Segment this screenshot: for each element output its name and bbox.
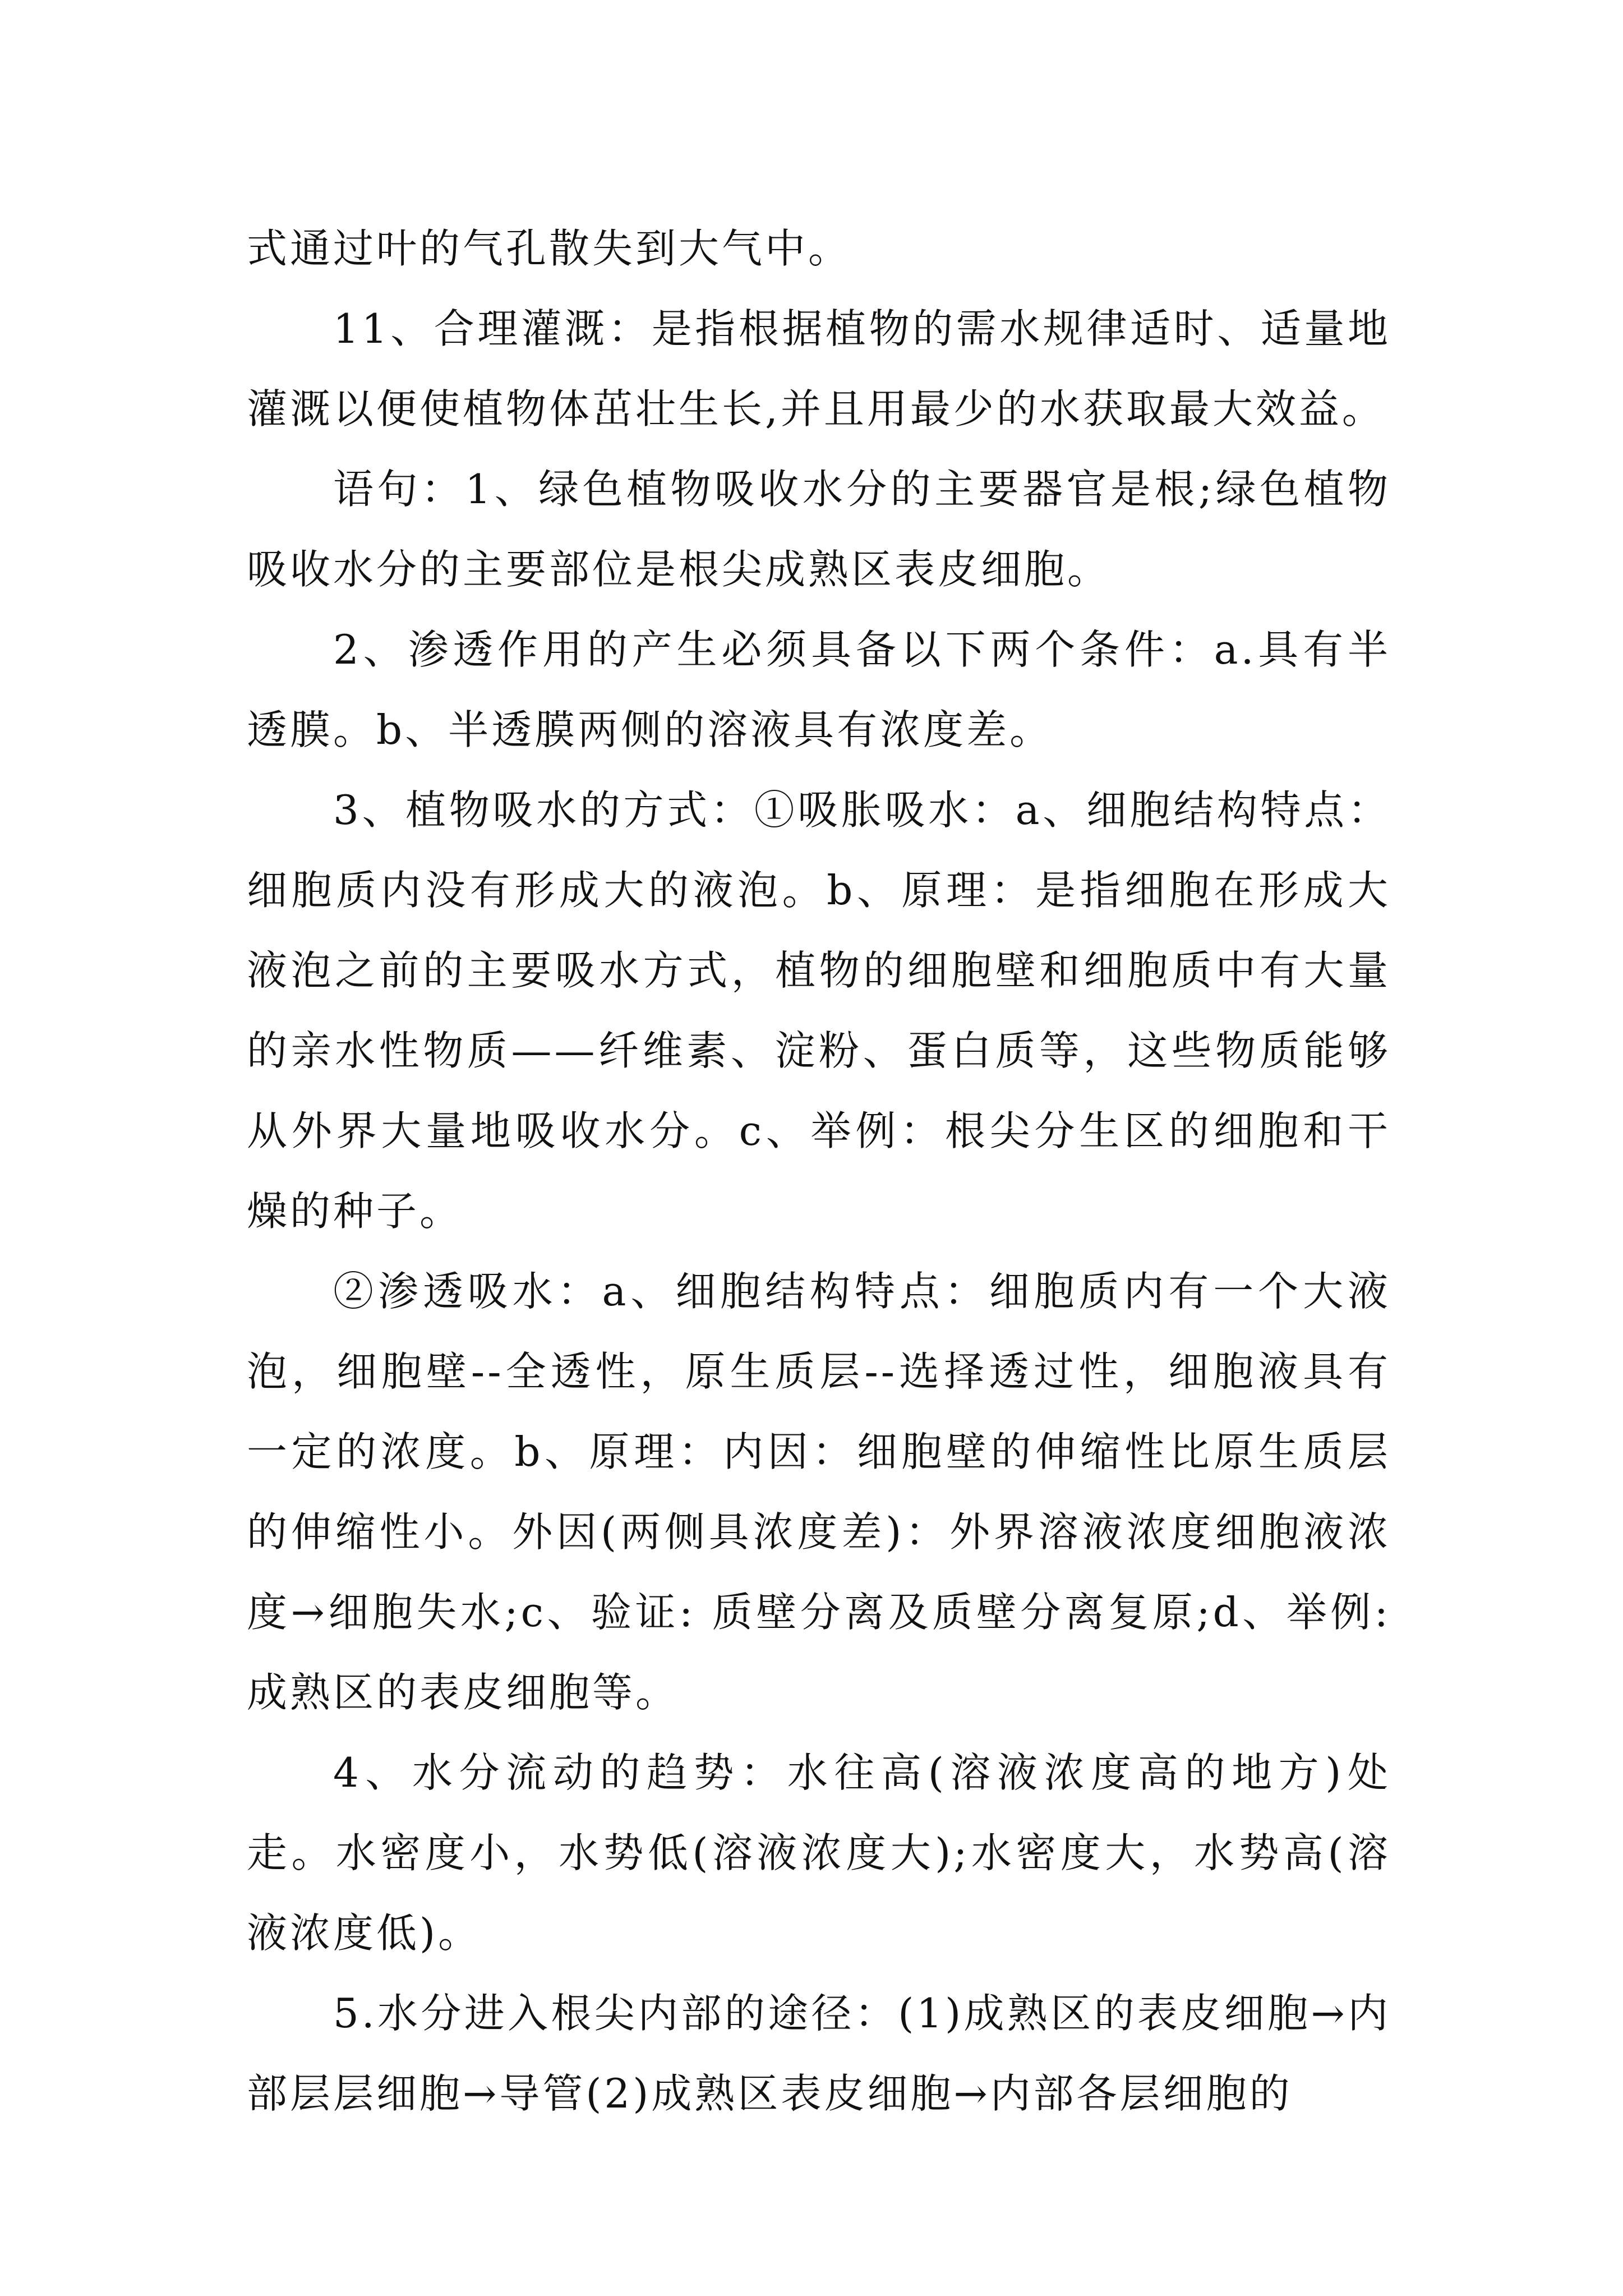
paragraph-transpiration-end: 式通过叶的气孔散失到大气中。 bbox=[247, 225, 852, 272]
paragraph-osmotic-absorption: ②渗透吸水：a、细胞结构特点：细胞质内有一个大液泡，细胞壁--全透性，原生质层--选择透过性，细胞液具有一定的浓度。b、原理：内因：细胞壁的伸缩性比原生质层的伸缩性小。外因(两侧具浓度差)：外界溶液浓度细胞液浓度→细胞失水;c、验证: 质壁分离及质壁分离复原;d、举例:成熟区的表皮细胞等。 bbox=[247, 1268, 1391, 1716]
paragraph-water-flow: 4、水分流动的趋势：水往高(溶液浓度高的地方)处走。水密度小，水势低(溶液浓度大);水密度大，水势高(溶液浓度低)。 bbox=[247, 1749, 1391, 1957]
document-body bbox=[247, 209, 1391, 2134]
paragraph-osmosis-conditions: 2、渗透作用的产生必须具备以下两个条件：a.具有半透膜。b、半透膜两侧的溶液具有浓度差。 bbox=[247, 626, 1391, 753]
paragraph-sentence-1: 语句：1、绿色植物吸收水分的主要器官是根;绿色植物吸收水分的主要部位是根尖成熟区表皮细胞。 bbox=[247, 466, 1391, 593]
paragraph-imbibition: 3、植物吸水的方式：①吸胀吸水：a、细胞结构特点：细胞质内没有形成大的液泡。b、原理：是指细胞在形成大液泡之前的主要吸水方式，植物的细胞壁和细胞质中有大量的亲水性物质——纤维素、淀粉、蛋白质等，这些物质能够从外界大量地吸收水分。c、举例：根尖分生区的细胞和干燥的种子。 bbox=[247, 786, 1391, 1235]
paragraph-water-pathway: 5.水分进入根尖内部的途径：(1)成熟区的表皮细胞→内部层层细胞→导管(2)成熟区表皮细胞→内部各层细胞的 bbox=[247, 1990, 1391, 2117]
paragraph-irrigation: 11、合理灌溉：是指根据植物的需水规律适时、适量地灌溉以便使植物体茁壮生长,并且用最少的水获取最大效益。 bbox=[247, 305, 1391, 432]
